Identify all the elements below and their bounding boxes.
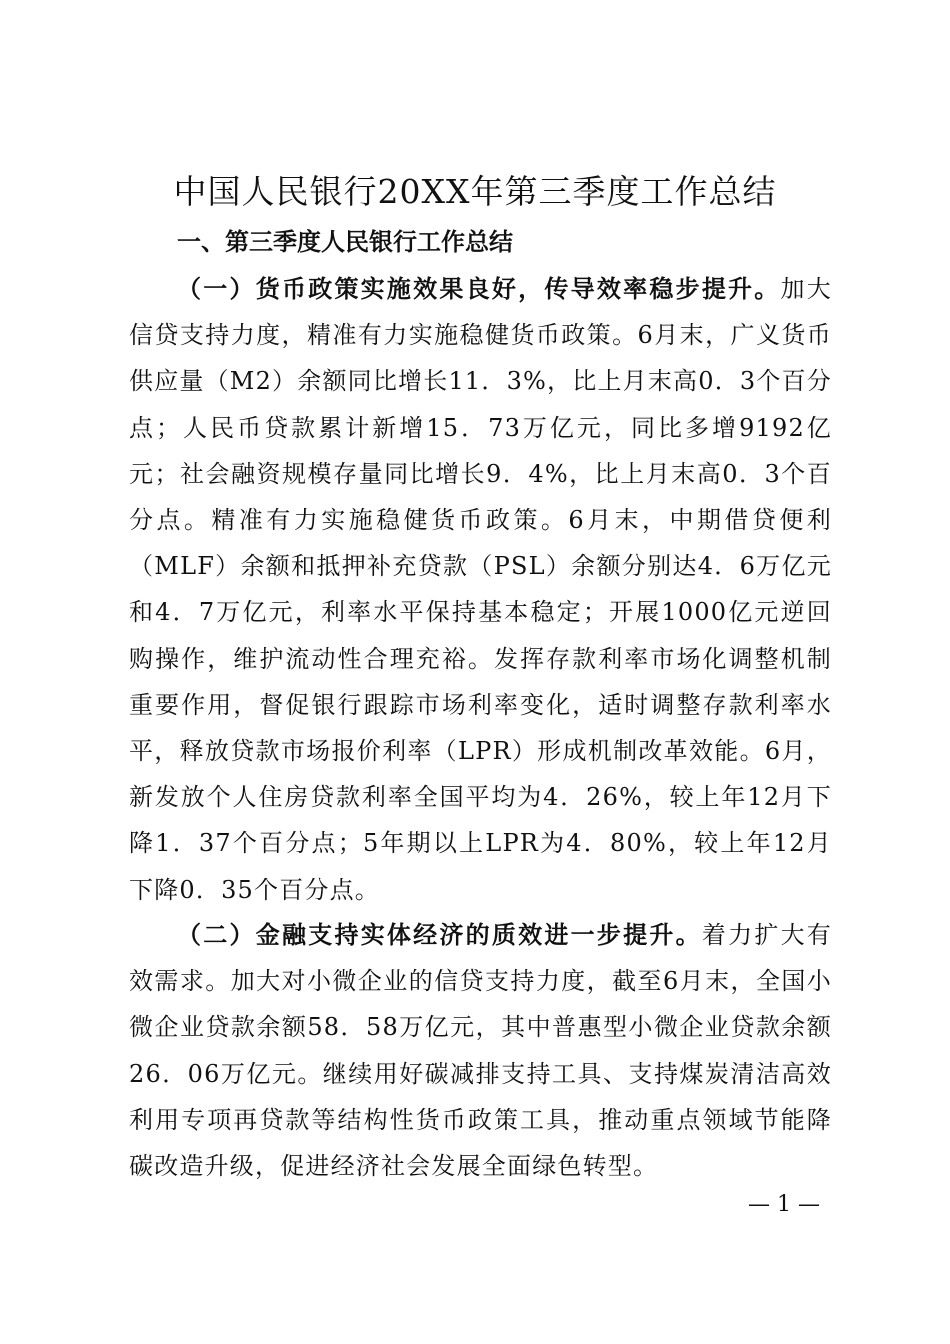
page-number: — 1 — [748, 1192, 820, 1217]
paragraph-1-lead: （一）货币政策实施效果良好，传导效率稳步提升。 [177, 274, 781, 303]
paragraph-2-body: 着力扩大有效需求。加大对小微企业的信贷支持力度，截至6月末，全国小微企业贷款余额58．58万亿元，其中普惠型小微企业贷款余额26．06万亿元。继续用好碳减排支持工具、支持煤炭清洁高效利用专项再贷款等结构性货币政策工具，推动重点领域节能降碳改造升级，促进经济社会发展全面绿色转型。 [129, 921, 833, 1181]
paragraph-2-lead: （二）金融支持实体经济的质效进一步提升。 [177, 920, 702, 949]
section-heading: 一、第三季度人民银行工作总结 [177, 228, 513, 256]
paragraph-1-body: 加大信贷支持力度，精准有力实施稳健货币政策。6月末，广义货币供应量（M2）余额同比增长11．3%，比上月末高0．3个百分点；人民币贷款累计新增15．73万亿元，同比多增9192亿元；社会融资规模存量同比增长9．4%，比上月末高0．3个百分点。精准有力实施稳健货币政策。6月末，中期借贷便利（MLF）余额和抵押补充贷款（PSL）余额分别达4．6万亿元和4．7万亿元，利率水平保持基本稳定；开展1000亿元逆回购操作，维护流动性合理充裕。发挥存款利率市场化调整机制重要作用，督促银行跟踪市场利率变化，适时调整存款利率水平，释放贷款市场报价利率（LPR）形成机制改革效能。6月，新发放个人住房贷款利率全国平均为4．26%，较上年12月下降1．37个百分点；5年期以上LPR为4．80%，较上年12月下降0．35个百分点。 [129, 275, 832, 904]
document-title: 中国人民银行20XX年第三季度工作总结 [173, 172, 777, 211]
paragraph-2 [129, 912, 832, 1189]
paragraph-1 [129, 266, 832, 913]
